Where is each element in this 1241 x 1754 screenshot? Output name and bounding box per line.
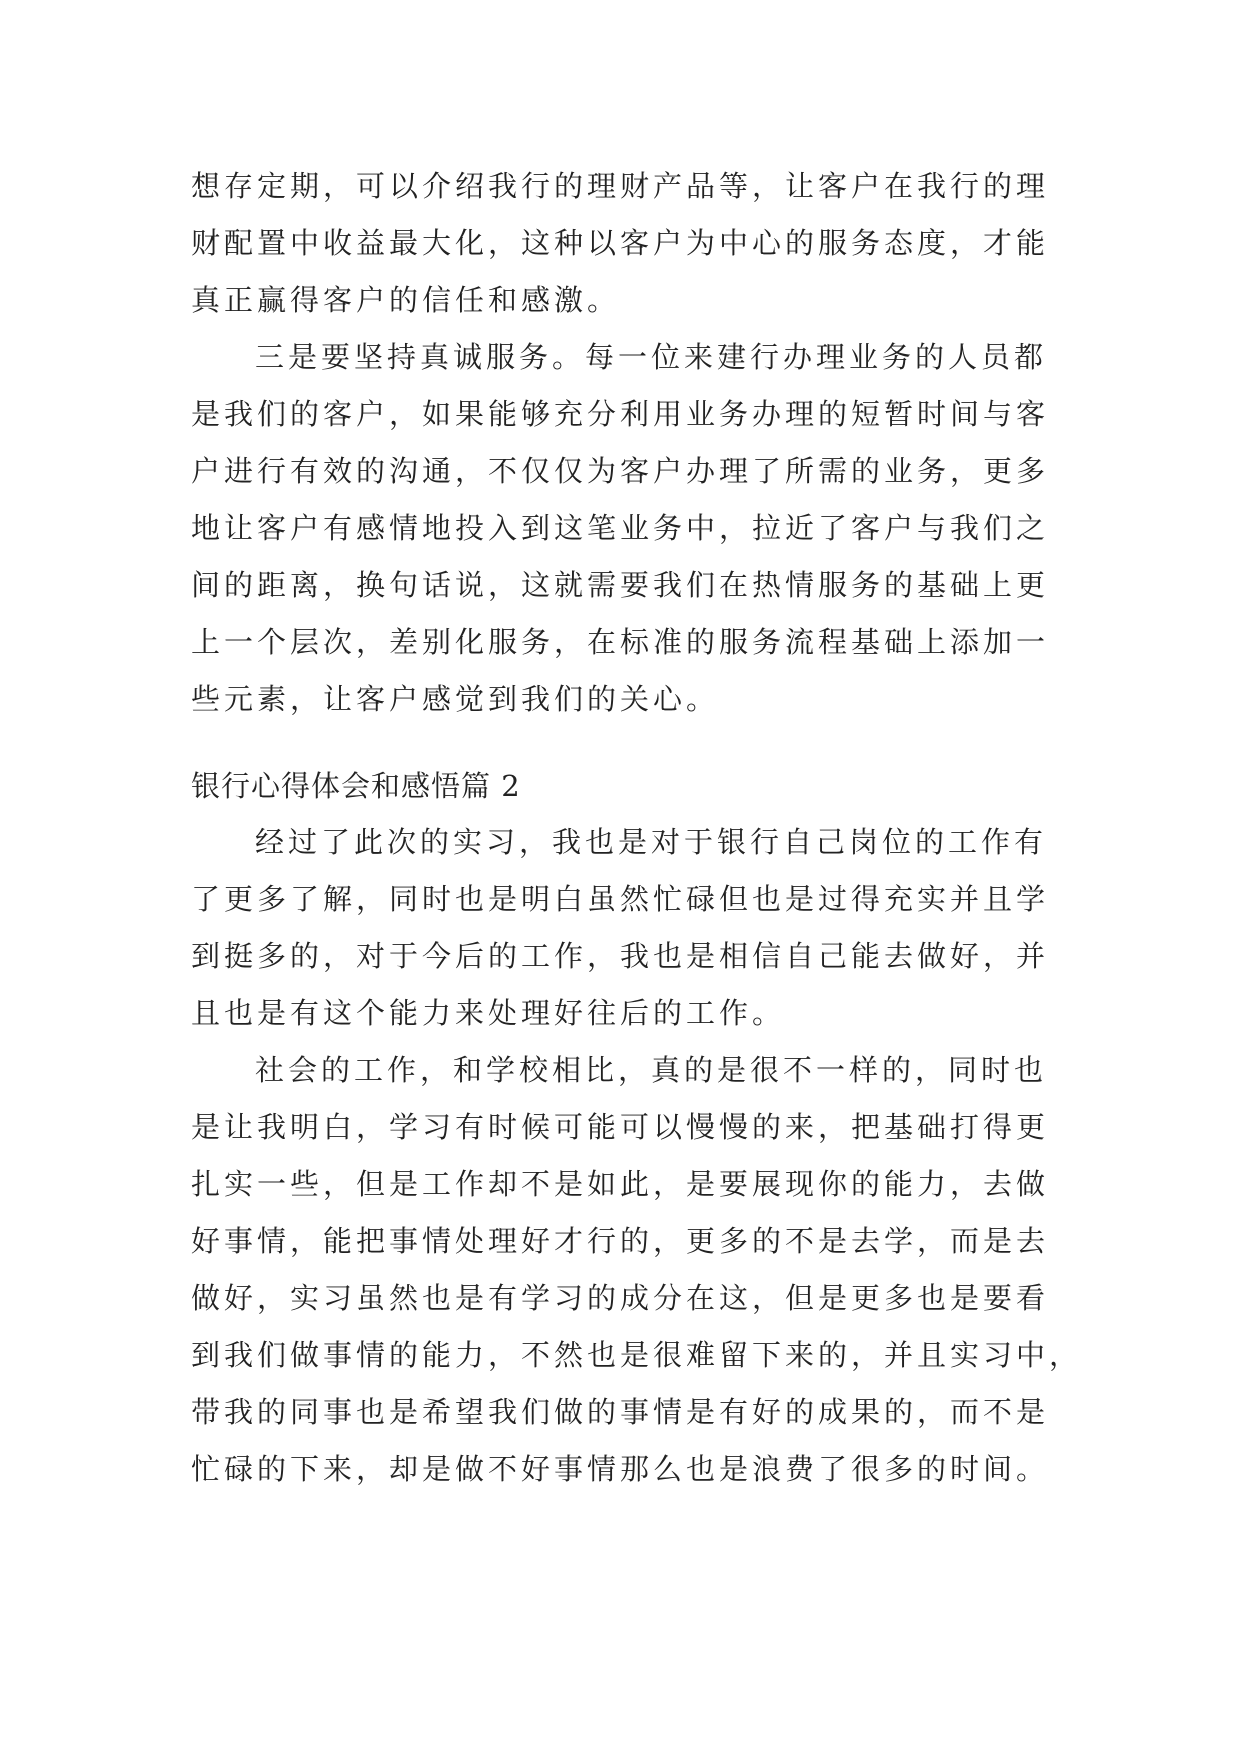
text-line: 是我们的客户，如果能够充分利用业务办理的短暂时间与客 xyxy=(191,397,1050,431)
text-line: 是让我明白，学习有时候可能可以慢慢的来，把基础打得更 xyxy=(191,1110,1050,1144)
text-line: 户进行有效的沟通，不仅仅为客户办理了所需的业务，更多 xyxy=(191,454,1050,488)
text-line: 想存定期，可以介绍我行的理财产品等，让客户在我行的理 xyxy=(191,169,1050,203)
text-line: 扎实一些，但是工作却不是如此，是要展现你的能力，去做 xyxy=(191,1167,1050,1201)
text-line: 三是要坚持真诚服务。每一位来建行办理业务的人员都 xyxy=(255,340,1048,374)
text-line: 间的距离，换句话说，这就需要我们在热情服务的基础上更 xyxy=(191,568,1050,602)
text-line: 真正赢得客户的信任和感激。 xyxy=(191,283,621,317)
text-line: 做好，实习虽然也是有学习的成分在这，但是更多也是要看 xyxy=(191,1281,1050,1315)
text-line: 好事情，能把事情处理好才行的，更多的不是去学，而是去 xyxy=(191,1224,1050,1258)
text-line: 带我的同事也是希望我们做的事情是有好的成果的，而不是 xyxy=(191,1395,1050,1429)
text-line: 到挺多的，对于今后的工作，我也是相信自己能去做好，并 xyxy=(191,939,1050,973)
text-line: 社会的工作，和学校相比，真的是很不一样的，同时也 xyxy=(255,1053,1048,1087)
text-line: 到我们做事情的能力，不然也是很难留下来的，并且实习中， xyxy=(191,1338,1083,1372)
text-line: 且也是有这个能力来处理好往后的工作。 xyxy=(191,996,786,1030)
text-line: 财配置中收益最大化，这种以客户为中心的服务态度，才能 xyxy=(191,226,1050,260)
section-heading: 银行心得体会和感悟篇 2 xyxy=(191,769,521,803)
text-line: 忙碌的下来，却是做不好事情那么也是浪费了很多的时间。 xyxy=(191,1452,1050,1486)
text-line: 地让客户有感情地投入到这笔业务中，拉近了客户与我们之 xyxy=(191,511,1050,545)
text-line: 些元素，让客户感觉到我们的关心。 xyxy=(191,682,720,716)
text-line: 经过了此次的实习，我也是对于银行自己岗位的工作有 xyxy=(255,825,1048,859)
text-line: 了更多了解，同时也是明白虽然忙碌但也是过得充实并且学 xyxy=(191,882,1050,916)
text-line: 上一个层次，差别化服务，在标准的服务流程基础上添加一 xyxy=(191,625,1050,659)
